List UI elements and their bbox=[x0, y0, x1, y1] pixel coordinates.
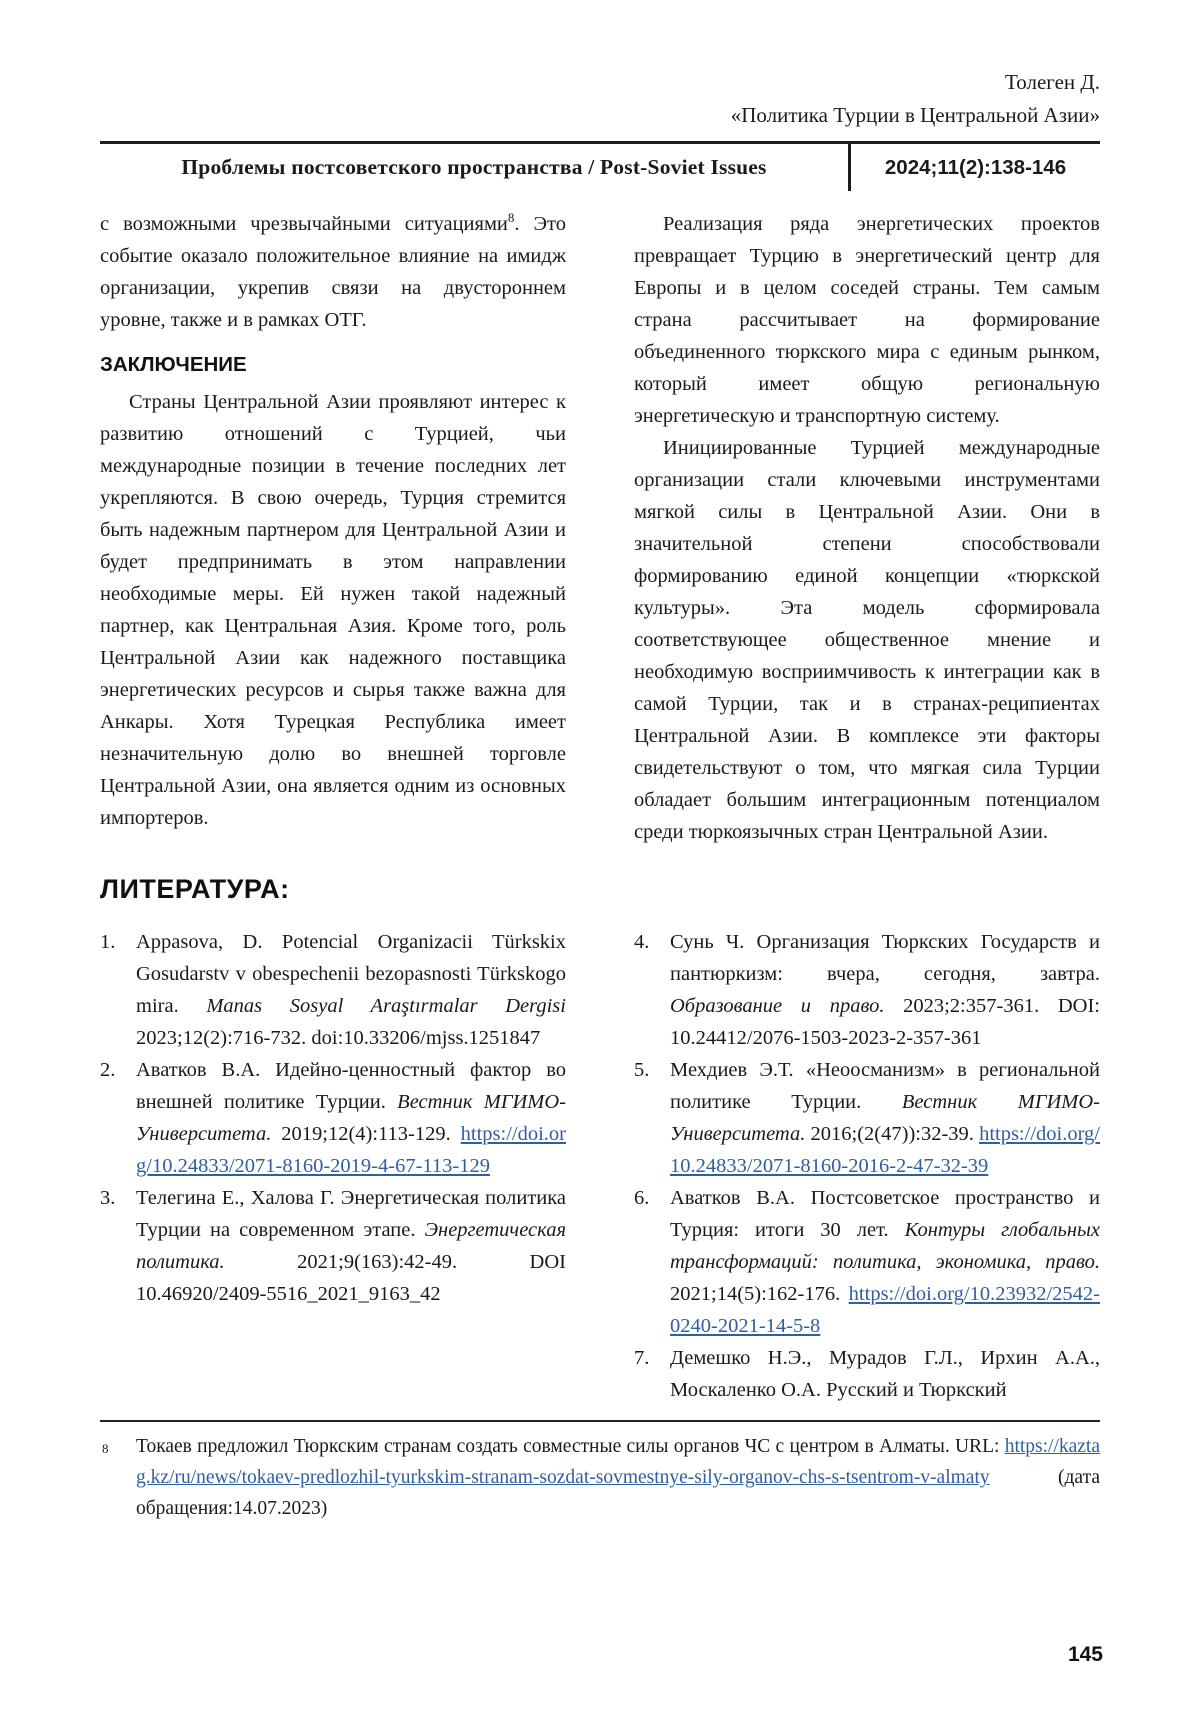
reference-number: 2. bbox=[100, 1059, 116, 1081]
reference-text bbox=[136, 1054, 566, 1182]
text-segment: Сунь Ч. Организация Тюркских Государств и пантюркизм: вчера, сегодня, завтра. bbox=[670, 931, 1100, 985]
reference-item bbox=[100, 1054, 566, 1182]
text-segment: 2021;14(5):162-176. bbox=[670, 1283, 849, 1305]
text-segment: 2021;9(163):42-49. DOI 10.46920/2409-5516_2021_9163_42 bbox=[136, 1251, 566, 1305]
text-segment: Вестник МГИМО-Университета. bbox=[136, 1091, 566, 1145]
text-segment: Manas Sosyal Araştırmalar Dergisi bbox=[206, 995, 566, 1017]
text-segment: 2016;(2(47)):32-39. bbox=[805, 1123, 980, 1145]
text-segment: . Это событие оказало положительное влияние на имидж организации, укрепив связи на двустороннем уровне, также и в рамках ОТГ. bbox=[100, 213, 566, 331]
reference-text bbox=[670, 926, 1100, 1054]
references-column-left bbox=[100, 926, 566, 1406]
footnote bbox=[100, 1420, 1100, 1524]
hyperlink[interactable]: https://doi.org/10.23932/2542-0240-2021-14-5-8 bbox=[670, 1283, 1100, 1337]
running-head bbox=[100, 66, 1100, 132]
text-segment: Демешко Н.Э., Мурадов Г.Л., Ирхин А.А., Москаленко О.А. Русский и Тюркский bbox=[670, 1347, 1100, 1401]
text-segment: Образование и право. bbox=[670, 995, 885, 1017]
hyperlink[interactable]: https://doi.org/10.24833/2071-8160-2016-2-47-32-39 bbox=[670, 1123, 1100, 1177]
footnote-text bbox=[136, 1431, 1100, 1524]
paragraph: Реализация ряда энергетических проектов превращает Турцию в энергетический центр для Европы и в целом соседей страны. Тем самым страна рассчитывает на формирование объединенного тюркского мира с единым рынком, который имеет общую региональную энергетическую и транспортную систему. bbox=[634, 213, 1100, 427]
text-segment: с возможными чрезвычайными ситуациями bbox=[100, 213, 508, 235]
reference-number: 5. bbox=[634, 1059, 650, 1081]
hyperlink[interactable]: https://doi.org/10.24833/2071-8160-2019-4-67-113-129 bbox=[136, 1123, 566, 1177]
text-segment: 2019;12(4):113-129. bbox=[271, 1123, 461, 1145]
reference-item bbox=[100, 1182, 566, 1310]
reference-item bbox=[634, 1054, 1100, 1182]
left-column bbox=[100, 208, 566, 904]
references-column-right bbox=[634, 926, 1100, 1406]
page-number: 145 bbox=[1067, 1643, 1103, 1666]
references-heading: ЛИТЕРАТУРА: bbox=[100, 874, 290, 904]
reference-item bbox=[100, 926, 566, 1054]
issue-info: 2024;11(2):138-146 bbox=[884, 155, 1067, 179]
paragraph-continuation bbox=[100, 208, 566, 336]
conclusion-heading: ЗАКЛЮЧЕНИЕ bbox=[100, 353, 247, 376]
hyperlink[interactable]: https://kaztag.kz/ru/news/tokaev-predlozhil-tyurkskim-stranam-sozdat-sovmestnye-sily-organov-chs-s-tsentrom-v-almaty bbox=[136, 1436, 1100, 1488]
paragraph: Инициированные Турцией международные организации стали ключевыми инструментами мягкой силы в Центральной Азии. Они в значительной степени способствовали формированию единой концепции «тюркской культуры». Эта модель сформировала соответствующее общественное мнение и необходимую восприимчивость к интеграции как в самой Турции, так и в странах-реципиентах Центральной Азии. В комплексе эти факторы свидетельствуют о том, что мягкая сила Турции обладает большим интеграционным потенциалом среди тюркоязычных стран Центральной Азии. bbox=[634, 437, 1100, 843]
reference-number: 4. bbox=[634, 931, 650, 953]
reference-text bbox=[670, 1342, 1100, 1406]
footnote-row bbox=[100, 1431, 1100, 1524]
text-segment: (дата обращения:14.07.2023) bbox=[136, 1467, 1100, 1519]
running-head-author: Толеген Д. bbox=[1005, 70, 1100, 94]
text-segment: Аватков В.А. Постсоветское пространство и Турция: итоги 30 лет. bbox=[670, 1187, 1100, 1241]
reference-text bbox=[670, 1182, 1100, 1342]
reference-number: 1. bbox=[100, 931, 116, 953]
reference-text bbox=[136, 926, 566, 1054]
journal-bar bbox=[100, 141, 1100, 191]
text-segment: Энергетическая политика. bbox=[136, 1219, 566, 1273]
text-segment: Вестник МГИМО-Университета. bbox=[670, 1091, 1101, 1145]
reference-number: 6. bbox=[634, 1187, 650, 1209]
text-segment: Аватков В.А. Идейно-ценностный фактор во внешней политике Турции. bbox=[136, 1059, 566, 1113]
running-head-title: «Политика Турции в Центральной Азии» bbox=[730, 103, 1100, 127]
text-segment: 2023;12(2):716-732. doi:10.33206/mjss.1251847 bbox=[136, 1027, 541, 1049]
body-columns bbox=[100, 208, 1100, 904]
text-segment: Токаев предложил Тюркским странам создать совместные силы органов ЧС с центром в Алматы. URL: bbox=[136, 1436, 1005, 1457]
footnote-reference: 8 bbox=[507, 210, 515, 226]
reference-item bbox=[634, 926, 1100, 1054]
footnote-number: 8 bbox=[102, 1441, 109, 1456]
text-segment: Appasova, D. Potencial Organizacii Türkskix Gosudarstv v obespechenii bezopasnosti Türkskogo mira. bbox=[136, 931, 566, 1017]
text-segment: Мехдиев Э.Т. «Неоосманизм» в региональной политике Турции. bbox=[670, 1059, 1100, 1113]
right-column bbox=[634, 208, 1100, 904]
paragraph: Страны Центральной Азии проявляют интерес к развитию отношений с Турцией, чьи международные позиции в течение последних лет укрепляются. В свою очередь, Турция стремится быть надежным партнером для Центральной Азии и будет предпринимать в этом направлении необходимые меры. Ей нужен такой надежный партнер, как Центральная Азия. Кроме того, роль Центральной Азии как надежного поставщика энергетических ресурсов и сырья также важна для Анкары. Хотя Турецкая Республика имеет незначительную долю во внешней торговле Центральной Азии, она является одним из основных импортеров. bbox=[100, 391, 566, 829]
reference-item bbox=[634, 1182, 1100, 1342]
reference-text bbox=[136, 1182, 566, 1310]
text-segment: 2023;2:357-361. DOI: 10.24412/2076-1503-2023-2-357-361 bbox=[670, 995, 1100, 1049]
reference-item bbox=[634, 1342, 1100, 1406]
reference-number: 7. bbox=[634, 1347, 650, 1369]
references-section bbox=[100, 926, 1100, 1406]
text-segment: Телегина Е., Халова Г. Энергетическая политика Турции на современном этапе. bbox=[136, 1187, 566, 1241]
text-segment: Контуры глобальных трансформаций: политика, экономика, право. bbox=[670, 1219, 1101, 1273]
reference-text bbox=[670, 1054, 1100, 1182]
reference-number: 3. bbox=[100, 1187, 116, 1209]
journal-title: Проблемы постсоветского пространства / Post-Soviet Issues bbox=[181, 155, 767, 179]
